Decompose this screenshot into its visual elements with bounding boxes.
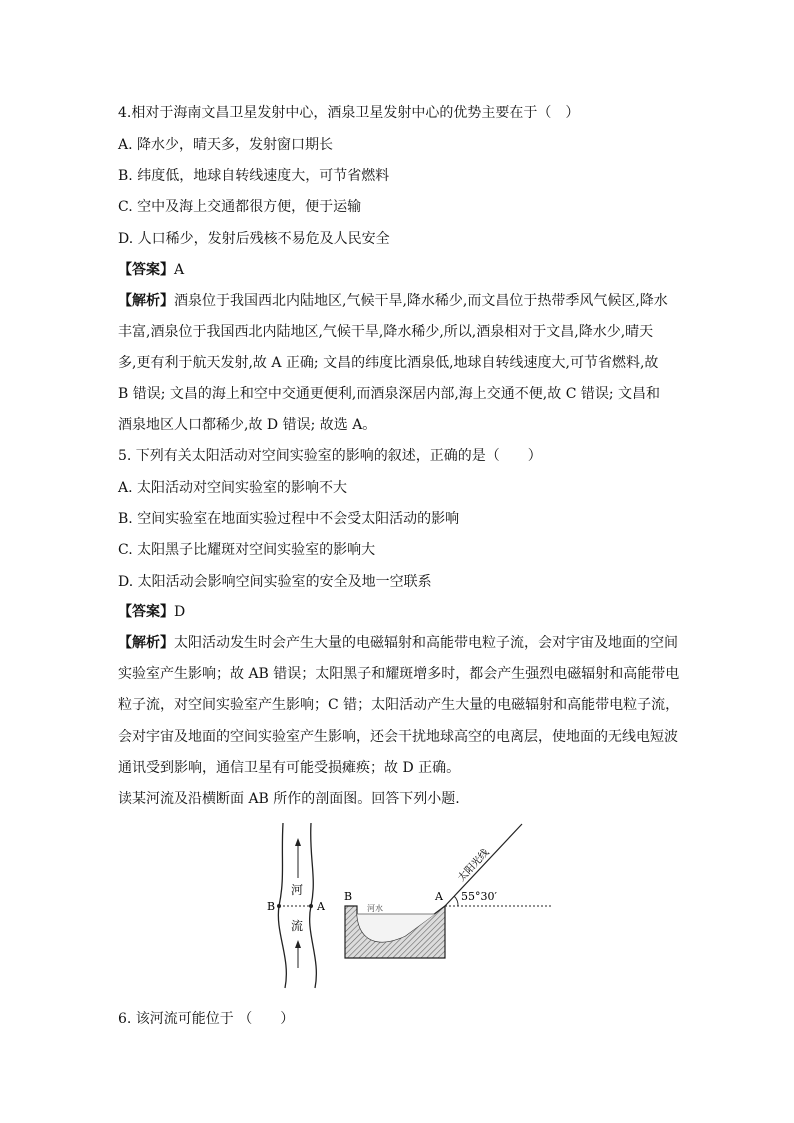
q4-answer-tag: 【答案】	[118, 262, 174, 278]
q4-analysis-line-5: 酒泉地区人口都稀少,故 D 错误; 故选 A。	[118, 417, 377, 433]
q5-analysis-tag: 【解析】	[118, 635, 174, 651]
q4-analysis-text-1: 酒泉位于我国西北内陆地区,气候干旱,降水稀少,而文昌位于热带季风气候区,降水	[174, 293, 668, 309]
q4-option-a: A. 降水少，晴天多，发射窗口期长	[118, 137, 334, 153]
q6-stem: 6. 该河流可能位于 （ ）	[118, 1011, 295, 1027]
q4-analysis-line-1	[118, 292, 668, 310]
q5-analysis-line-2: 实验室产生影响；故 AB 错误；太阳黑子和耀斑增多时，都会产生强烈电磁辐射和高能带电	[118, 666, 680, 682]
q5-option-b: B. 空间实验室在地面实验过程中不会受太阳活动的影响	[118, 511, 460, 527]
q4-analysis-tag: 【解析】	[118, 293, 174, 309]
point-a-dot	[309, 904, 313, 908]
q5-analysis-text-1: 太阳活动发生时会产生大量的电磁辐射和高能带电粒子流，会对宇宙及地面的空间	[174, 635, 678, 651]
point-b-dot	[277, 904, 281, 908]
figure-intro: 读某河流及沿横断面 AB 所作的剖面图。回答下列小题.	[118, 791, 460, 807]
q5-analysis-line-4: 会对宇宙及地面的空间实验室产生影响，还会干扰地球高空的电离层，使地面的无线电短波	[118, 729, 678, 745]
flow-arrow-down-icon	[295, 940, 301, 968]
q5-answer	[118, 603, 185, 621]
q4-answer	[118, 261, 184, 279]
q4-analysis-line-4: B 错误; 文昌的海上和空中交通更便利,而酒泉深居内部,海上交通不便,故 C 错误; 文昌和	[118, 386, 661, 402]
q4-option-b: B. 纬度低，地球自转线速度大，可节省燃料	[118, 168, 390, 184]
q5-analysis-line-3: 粒子流，对空间实验室产生影响；C 错；太阳活动产生大量的电磁辐射和高能带电粒子流，	[118, 697, 680, 713]
q4-stem: 4.相对于海南文昌卫星发射中心，酒泉卫星发射中心的优势主要在于（ ）	[118, 105, 580, 121]
label-a: A	[317, 900, 325, 913]
water-label: 河水	[367, 904, 383, 913]
angle-arc	[454, 896, 458, 906]
q5-option-d: D. 太阳活动会影响空间实验室的安全及地一空联系	[118, 574, 432, 590]
q5-option-c: C. 太阳黑子比耀斑对空间实验室的影响大	[118, 542, 376, 558]
q4-answer-value: A	[174, 262, 185, 278]
river-char-liu: 流	[290, 919, 304, 933]
profile-label-a: A	[435, 890, 443, 903]
river-char-he: 河	[290, 883, 304, 897]
angle-label: 55°30′	[461, 890, 497, 903]
profile-label-b: B	[343, 890, 353, 903]
sunlight-label: 太阳光线	[456, 847, 492, 885]
river-profile-diagram	[255, 818, 555, 998]
q4-analysis-line-3: 多,更有利于航天发射,故 A 正确; 文昌的纬度比酒泉低,地球自转线速度大,可节省燃料,故	[118, 355, 659, 371]
river-plan-view	[267, 823, 326, 988]
q5-answer-tag: 【答案】	[118, 604, 174, 620]
q5-option-a: A. 太阳活动对空间实验室的影响不大	[118, 480, 348, 496]
cross-section-profile	[344, 824, 553, 958]
q4-analysis-line-2: 丰富,酒泉位于我国西北内陆地区,气候干旱,降水稀少,所以,酒泉相对于文昌,降水少,晴天	[118, 324, 654, 340]
q5-analysis-line-1	[118, 634, 678, 652]
q5-analysis-line-5: 通讯受到影响，通信卫星有可能受损瘫痪；故 D 正确。	[118, 760, 461, 776]
q5-stem: 5. 下列有关太阳活动对空间实验室的影响的叙述，正确的是（ ）	[118, 448, 542, 464]
q5-answer-value: D	[174, 604, 186, 620]
q4-option-c: C. 空中及海上交通都很方便，便于运输	[118, 199, 362, 215]
label-b: B	[266, 900, 276, 913]
q4-option-d: D. 人口稀少，发射后残核不易危及人民安全	[118, 231, 390, 247]
flow-arrow-up-icon	[295, 838, 301, 878]
